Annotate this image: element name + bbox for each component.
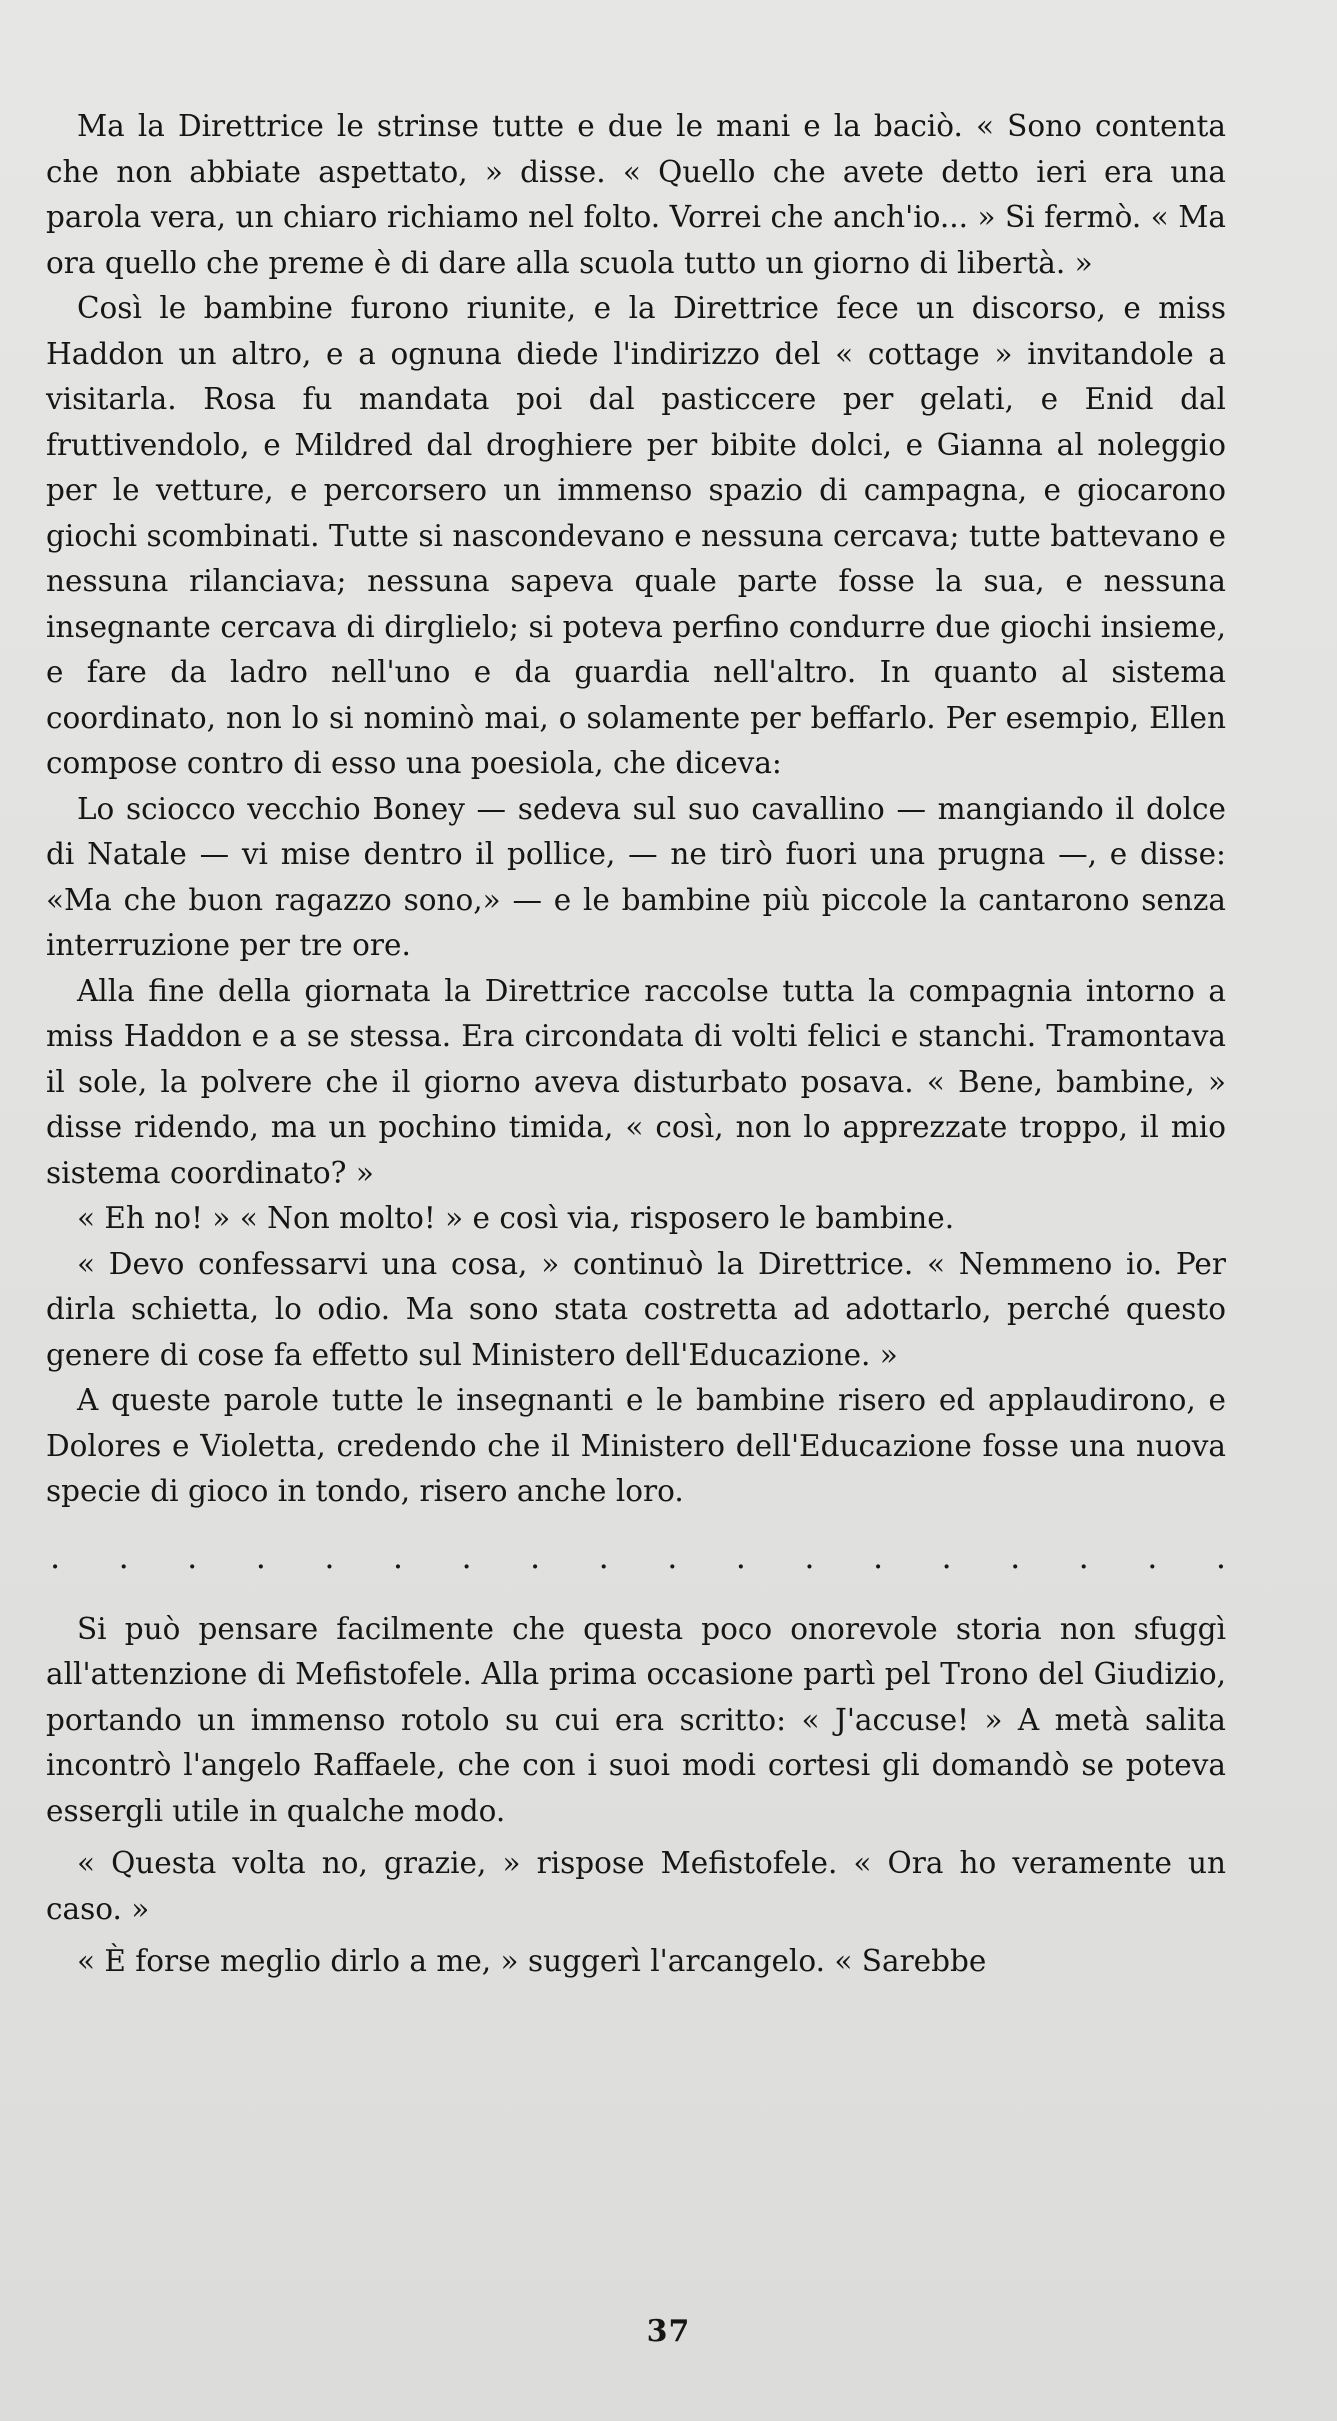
paragraph: « Eh no! » « Non molto! » e così via, risposero le bambine. (76, 1201, 955, 1235)
paragraph: Ma la Direttrice le strinse tutte e due le mani e la baciò. « Sono contenta che non abbiate aspettato, » disse. « Quello che avete detto ieri era una parola vera, un chiaro richiamo nel folto. Vorrei che anch'io... » Si fermò. « Ma ora quello che preme è di dare alla scuola tutto un giorno di libertà. » (46, 109, 1226, 280)
paragraph: A queste parole tutte le insegnanti e le bambine risero ed applaudirono, e Dolores e Violetta, credendo che il Ministero dell'Educazione fosse una nuova specie di gioco in tondo, risero anche loro. (46, 1383, 1226, 1508)
separator-dot: . (187, 1537, 198, 1576)
separator-dot: . (872, 1537, 884, 1576)
separator-dot: . (1078, 1537, 1089, 1576)
separator-dot: . (392, 1537, 404, 1576)
paragraph: Alla fine della giornata la Direttrice raccolse tutta la compagnia intorno a miss Haddon e a se stessa. Era circondata di volti felici e stanchi. Tramontava il sole, la polvere che il giorno aveva disturbato posava. « Bene, bambine, » disse ridendo, ma un pochino timida, « così, non lo apprezzate troppo, il mio sistema coordinato? » (46, 973, 1226, 1190)
separator-dot: . (118, 1537, 129, 1576)
paragraph: « Questa volta no, grazie, » rispose Mefistofele. « Ora ho veramente un caso. » (46, 1846, 1226, 1926)
separator-dot: . (667, 1537, 678, 1576)
paragraph: Così le bambine furono riunite, e la Direttrice fece un discorso, e miss Haddon un altro, e a ognuna diede l'indirizzo del « cottage » invitandole a visitarla. Rosa fu mandata poi dal pasticcere per gelati, e Enid dal fruttivendolo, e Mildred dal droghiere per bibite dolci, e Gianna al noleggio per le vetture, e percorsero un immenso spazio di campagna, e giocarono giochi scombinati. Tutte si nascondevano e nessuna cercava; tutte battevano e nessuna rilanciava; nessuna sapeva quale parte fosse la sua, e nessuna insegnante cercava di dirglielo; si poteva perfino condurre due giochi insieme, e fare da ladro nell'uno e da guardia nell'altro. In quanto al sistema coordinato, non lo si nominò mai, o solamente per beffarlo. Per esempio, Ellen compose contro di esso una poesiola, che diceva: (46, 291, 1226, 780)
paragraph: Si può pensare facilmente che questa poco onorevole storia non sfuggì all'attenzione di Mefistofele. Alla prima occasione partì pel Trono del Giudizio, portando un immenso rotolo su cui era scritto: « J'accuse! » A metà salita incontrò l'angelo Raffaele, che con i suoi modi cortesi gli domandò se poteva essergli utile in qualche modo. (46, 1611, 1226, 1828)
separator-dot: . (50, 1537, 61, 1576)
separator-dot: . (1215, 1537, 1226, 1576)
separator-dot: . (530, 1537, 541, 1576)
separator-dot: . (1010, 1537, 1021, 1576)
separator-dot: . (941, 1537, 952, 1576)
separator-dot: . (735, 1537, 746, 1576)
separator-dot: . (804, 1537, 815, 1576)
paragraph: « Devo confessarvi una cosa, » continuò la Direttrice. « Nemmeno io. Per dirla schietta, lo odio. Ma sono stata costretta ad adottarlo, perché questo genere di cose fa effetto sul Ministero dell'Educazione. » (46, 1246, 1226, 1372)
separator-dot: . (461, 1537, 472, 1576)
page-text (46, 104, 1226, 1992)
paragraph: Lo sciocco vecchio Boney — sedeva sul suo cavallino — mangiando il dolce di Natale — vi mise dentro il pollice, — ne tirò fuori una prugna —, e disse: «Ma che buon ragazzo sono,» — e le bambine più piccole la cantarono senza interruzione per tre ore. (46, 791, 1226, 962)
section-separator (46, 1533, 1226, 1581)
separator-dot: . (1147, 1537, 1158, 1576)
separator-dot: . (324, 1537, 335, 1576)
separator-dot: . (598, 1537, 609, 1576)
separator-dot: . (255, 1537, 266, 1576)
page-number: 37 (646, 2314, 691, 2349)
paragraph: « È forse meglio dirlo a me, » suggerì l'arcangelo. « Sarebbe (76, 1944, 987, 1978)
